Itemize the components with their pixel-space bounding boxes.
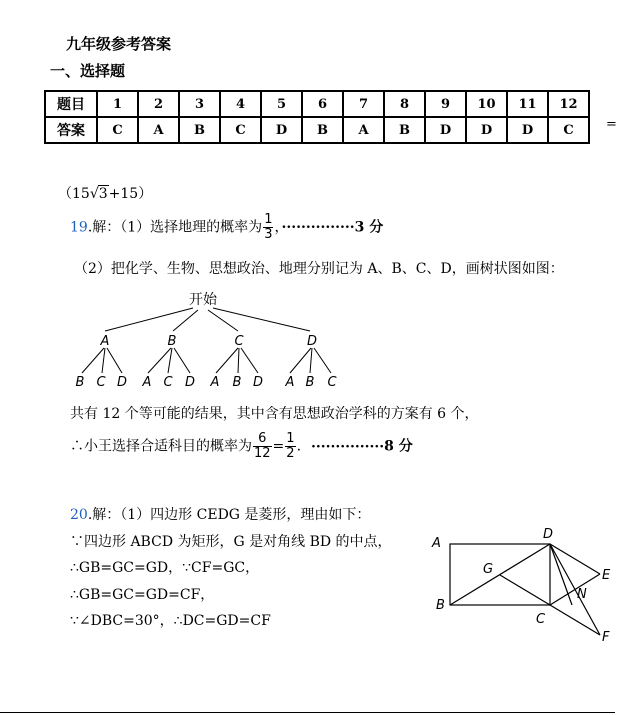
q20-line2: ∵四边形 ABCD 为矩形，G 是对角线 BD 的中点， (70, 534, 392, 550)
tree-leaf: B (232, 375, 242, 390)
tree-leaf: D (184, 375, 196, 390)
q20-line4: ∴GB=GC=GD=CF， (70, 587, 215, 603)
q19-line3: 共有 12 个等可能的结果，其中含有思想政治学科的方案有 6 个， (70, 406, 479, 422)
tree-leaf: D (252, 375, 264, 390)
question-number: 19 (70, 219, 88, 236)
fraction (253, 432, 272, 461)
numerator: 1 (286, 431, 295, 446)
section-heading: 一、选择题 (50, 62, 126, 80)
tree-leaf: A (142, 375, 152, 390)
bottom-rule (0, 712, 615, 713)
denominator: 2 (286, 446, 295, 461)
table-cell: D (507, 117, 548, 143)
tree-leaf: A (210, 375, 220, 390)
q19-text: ∴小王选择合适科目的概率为 (70, 438, 252, 455)
score-dots: ··············· (311, 438, 385, 455)
question-number: 20 (70, 507, 88, 523)
tree-node: C (234, 334, 244, 349)
point-label: N (577, 587, 587, 602)
score-dots: ··············· (281, 219, 355, 236)
table-cell: B (179, 117, 220, 143)
geometry-figure (428, 525, 615, 650)
table-cell: 9 (425, 91, 466, 117)
table-cell: 6 (302, 91, 343, 117)
table-cell: D (261, 117, 302, 143)
point-label: F (602, 630, 610, 645)
tree-leaf: A (285, 375, 295, 390)
table-cell: C (548, 117, 589, 143)
point-label: C (536, 612, 546, 627)
q20-line5: ∵∠DBC=30°，∴DC=GD=CF (70, 613, 271, 629)
numerator: 1 (264, 212, 273, 227)
table-cell: 5 (261, 91, 302, 117)
tree-leaf: C (327, 375, 337, 390)
table-cell: A (138, 117, 179, 143)
equals-sign: = (272, 438, 285, 455)
table-cell: 2 (138, 91, 179, 117)
point-label: D (543, 527, 554, 542)
table-cell: D (425, 117, 466, 143)
tree-node: D (306, 334, 318, 349)
tree-leaf: C (163, 375, 173, 390)
q19-text: .解：（1）选择地理的概率为 (87, 219, 263, 236)
point-label: A (432, 536, 441, 551)
tree-leaf: B (305, 375, 315, 390)
point-label: B (436, 598, 445, 613)
q19-comma: ， (274, 219, 282, 236)
tree-leaf: B (75, 375, 85, 390)
table-cell: C (220, 117, 261, 143)
table-cell: C (97, 117, 138, 143)
table-cell: A (343, 117, 384, 143)
point-label: E (602, 568, 611, 583)
table-cell: B (302, 117, 343, 143)
q20-line1 (70, 504, 370, 524)
table-row (45, 91, 589, 117)
tree-leaf: C (96, 375, 106, 390)
q19-line2: （2）把化学、生物、思想政治、地理分别记为 A、B、C、D，画树状图如图： (74, 261, 564, 277)
probability-tree (60, 288, 360, 393)
denominator: 3 (264, 227, 273, 242)
tree-node: A (100, 334, 110, 349)
q19-line1 (70, 213, 383, 242)
denominator: 12 (254, 446, 271, 461)
q19-line4 (70, 432, 413, 461)
tree-root: 开始 (189, 292, 217, 308)
point-label: G (483, 562, 494, 577)
expression-line (58, 183, 152, 203)
edge-mark: = (606, 117, 617, 132)
numerator: 6 (253, 432, 272, 447)
row-label: 题目 (45, 91, 97, 117)
table-cell: B (384, 117, 425, 143)
expr-open: （15 (58, 186, 90, 202)
tree-node: B (167, 334, 177, 349)
answer-table (44, 90, 590, 144)
radicand: 3 (98, 186, 108, 202)
score-label: 3 分 (354, 219, 384, 236)
q20-text: .解：（1）四边形 CEDG 是菱形，理由如下： (87, 507, 371, 523)
table-cell: 1 (97, 91, 138, 117)
table-cell: 12 (548, 91, 589, 117)
tree-leaf: D (116, 375, 128, 390)
table-row (45, 117, 589, 143)
table-cell: 3 (179, 91, 220, 117)
fraction (285, 432, 295, 461)
row-label: 答案 (45, 117, 97, 143)
table-cell: 7 (343, 91, 384, 117)
table-cell: 10 (466, 91, 507, 117)
table-cell: 11 (507, 91, 548, 117)
sqrt-symbol: √ (89, 186, 99, 202)
table-cell: 4 (220, 91, 261, 117)
expr-close: +15） (108, 186, 153, 202)
table-cell: D (466, 117, 507, 143)
q20-line3: ∴GB=GC=GD，∵CF=GC， (70, 560, 260, 576)
fraction (263, 213, 273, 242)
period: . (296, 438, 302, 455)
page-title: 九年级参考答案 (66, 35, 172, 53)
score-label: 8 分 (384, 438, 413, 455)
table-cell: 8 (384, 91, 425, 117)
